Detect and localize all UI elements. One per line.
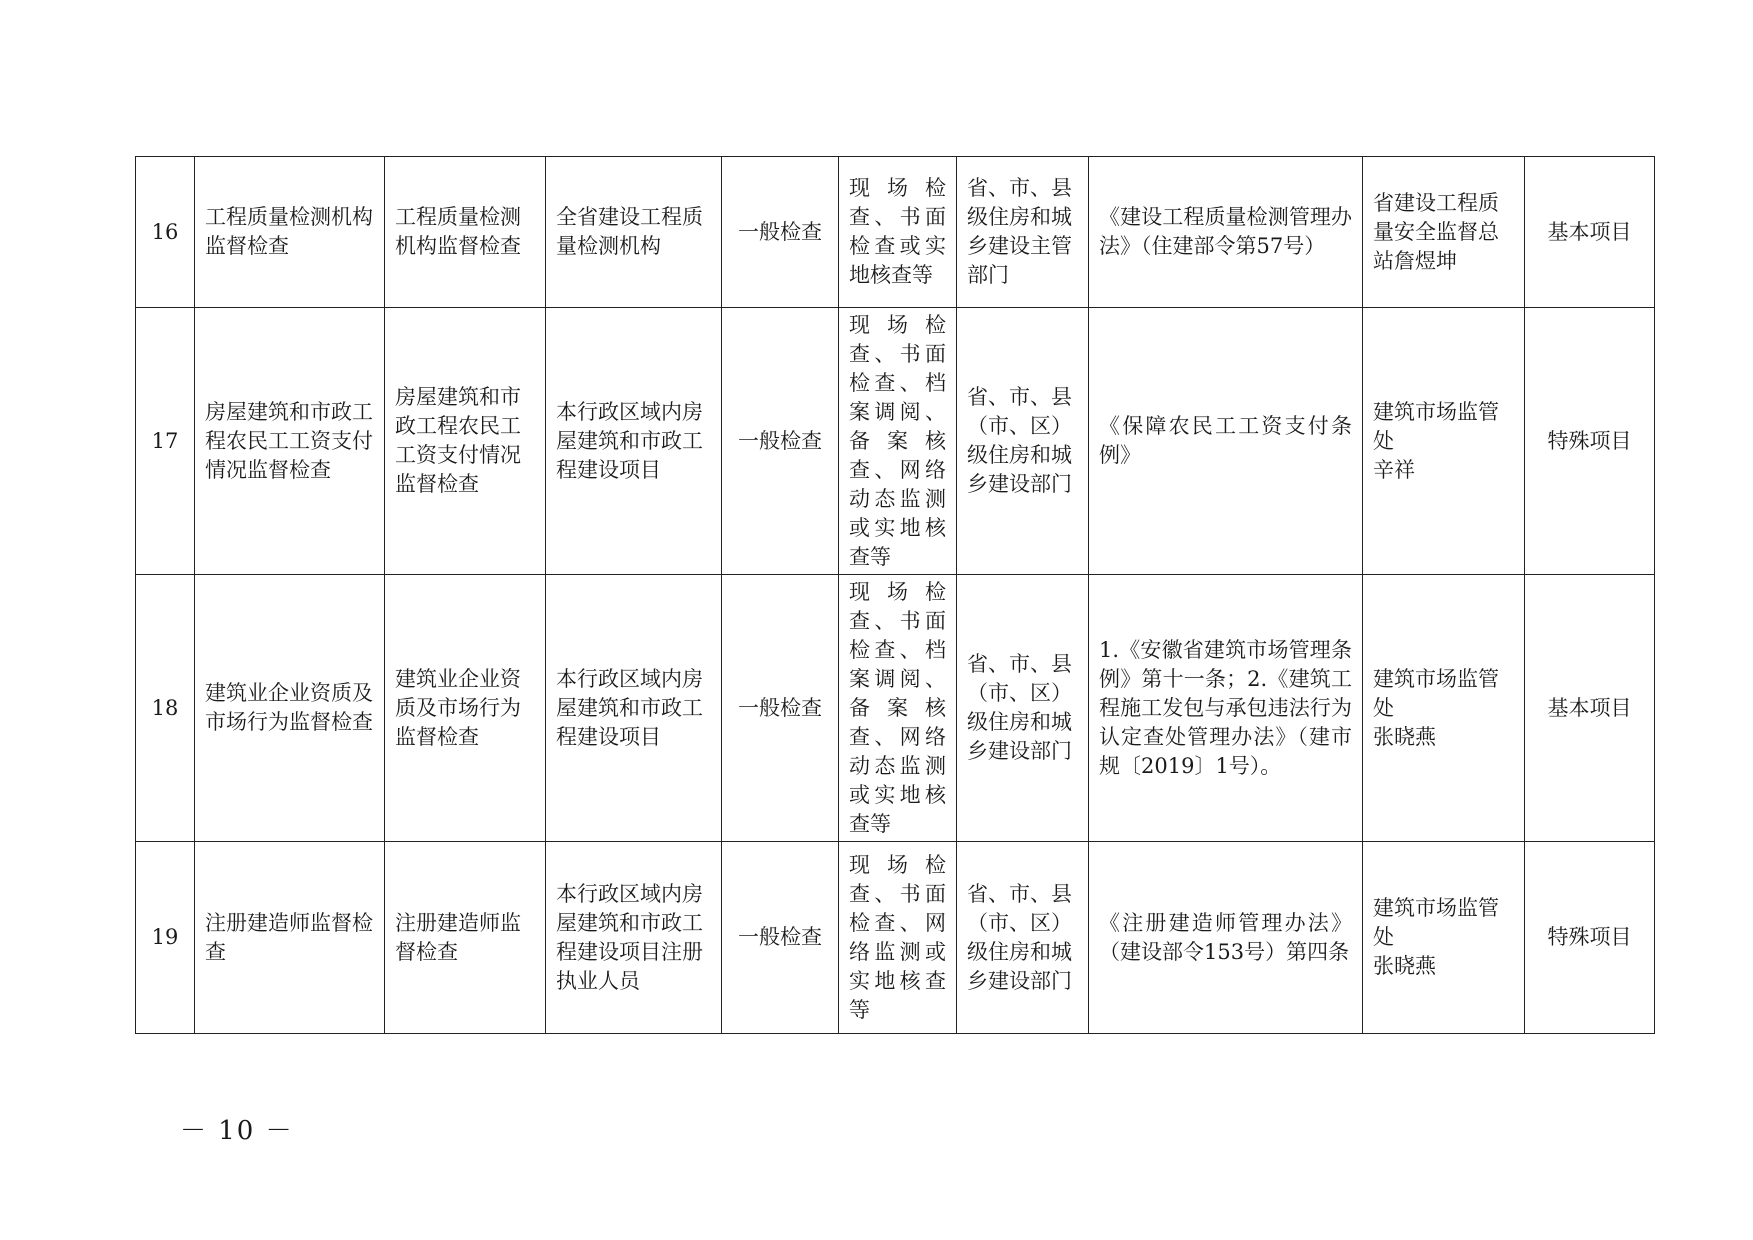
inspection-target: 本行政区域内房屋建筑和市政工程建设项目 <box>546 575 722 842</box>
contact-text: 建筑市场监管处 张晓燕 <box>1373 666 1499 749</box>
row-number: 17 <box>136 308 195 575</box>
inspection-type: 一般检查 <box>722 308 839 575</box>
row-number: 16 <box>136 157 195 308</box>
inspection-agency: 省、市、县（市、区）级住房和城乡建设部门 <box>957 308 1089 575</box>
page-number: － 10 － <box>180 1116 294 1146</box>
responsible-contact <box>1363 308 1525 575</box>
inspection-subitem: 建筑业企业资质及市场行为监督检查 <box>385 575 546 842</box>
inspection-target: 全省建设工程质量检测机构 <box>546 157 722 308</box>
contact-text: 建筑市场监管处 辛祥 <box>1373 399 1499 482</box>
item-category: 基本项目 <box>1525 157 1655 308</box>
table-row <box>136 157 1655 308</box>
inspection-agency: 省、市、县级住房和城乡建设主管部门 <box>957 157 1089 308</box>
inspection-items-table <box>135 156 1655 1034</box>
responsible-contact <box>1363 842 1525 1034</box>
inspection-method: 现场检查、书面检查、档案调阅、备案核查、网络动态监测或实地核查等 <box>839 308 957 575</box>
responsible-contact: 省建设工程质量安全监督总站詹煜坤 <box>1363 157 1525 308</box>
inspection-item: 注册建造师监督检查 <box>195 842 385 1034</box>
item-category: 特殊项目 <box>1525 308 1655 575</box>
inspection-agency: 省、市、县（市、区）级住房和城乡建设部门 <box>957 842 1089 1034</box>
inspection-subitem: 工程质量检测机构监督检查 <box>385 157 546 308</box>
table-row <box>136 308 1655 575</box>
inspection-type: 一般检查 <box>722 575 839 842</box>
row-number: 18 <box>136 575 195 842</box>
inspection-method: 现场检查、书面检查或实地核查等 <box>839 157 957 308</box>
table-row <box>136 575 1655 842</box>
inspection-item: 工程质量检测机构监督检查 <box>195 157 385 308</box>
inspection-method: 现场检查、书面检查、档案调阅、备案核查、网络动态监测或实地核查等 <box>839 575 957 842</box>
inspection-subitem: 房屋建筑和市政工程农民工工资支付情况监督检查 <box>385 308 546 575</box>
legal-basis: 1.《安徽省建筑市场管理条例》第十一条；2.《建筑工程施工发包与承包违法行为认定查处管理办法》（建市规〔2019〕1号）。 <box>1089 575 1363 842</box>
inspection-type: 一般检查 <box>722 842 839 1034</box>
item-category: 基本项目 <box>1525 575 1655 842</box>
inspection-item: 建筑业企业资质及市场行为监督检查 <box>195 575 385 842</box>
legal-basis: 《注册建造师管理办法》（建设部令153号）第四条 <box>1089 842 1363 1034</box>
table-row <box>136 842 1655 1034</box>
inspection-subitem: 注册建造师监督检查 <box>385 842 546 1034</box>
row-number: 19 <box>136 842 195 1034</box>
legal-basis: 《建设工程质量检测管理办法》（住建部令第57号） <box>1089 157 1363 308</box>
inspection-type: 一般检查 <box>722 157 839 308</box>
contact-text: 建筑市场监管处 张晓燕 <box>1373 896 1499 978</box>
inspection-item: 房屋建筑和市政工程农民工工资支付情况监督检查 <box>195 308 385 575</box>
inspection-agency: 省、市、县（市、区）级住房和城乡建设部门 <box>957 575 1089 842</box>
inspection-method: 现场检查、书面检查、网络监测或实地核查等 <box>839 842 957 1034</box>
inspection-target: 本行政区域内房屋建筑和市政工程建设项目注册执业人员 <box>546 842 722 1034</box>
item-category: 特殊项目 <box>1525 842 1655 1034</box>
legal-basis: 《保障农民工工资支付条例》 <box>1089 308 1363 575</box>
inspection-target: 本行政区域内房屋建筑和市政工程建设项目 <box>546 308 722 575</box>
responsible-contact <box>1363 575 1525 842</box>
